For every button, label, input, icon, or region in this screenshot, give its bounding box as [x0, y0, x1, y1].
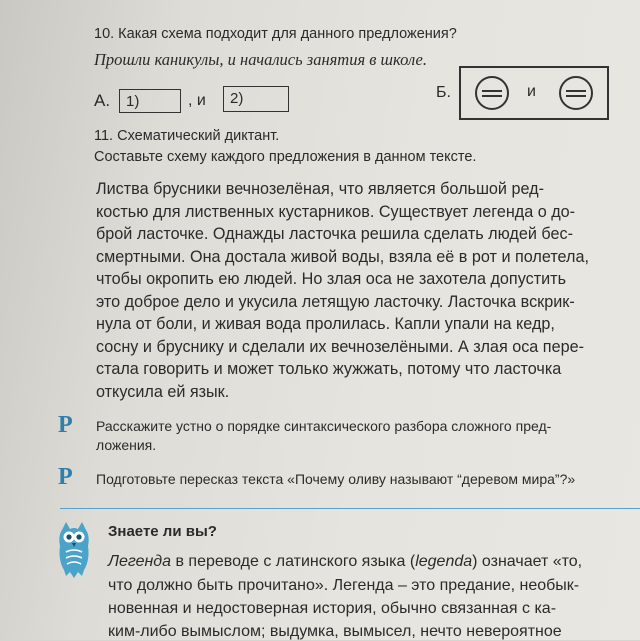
exercise-11-instruction: Составьте схему каждого предложения в данном тексте. [94, 149, 477, 165]
speech-task-marker: Р [58, 412, 73, 438]
option-b-scheme-frame [459, 66, 609, 120]
passage-line: смертными. Она достала живой воды, взяла её в рот и полетела, [96, 247, 589, 266]
term-legenda-ru: Легенда [108, 553, 172, 570]
task-1-line-2: ложения. [96, 437, 157, 453]
passage-line: сосну и бруснику и сделали их вечнозелёными. А злая оса пере- [96, 337, 584, 356]
did-you-know-heading: Знаете ли вы? [108, 523, 217, 540]
did-you-know-line-1: Легенда в переводе с латинского языка (legenda) означает «то, [108, 553, 583, 570]
did-you-know-line-3: новенная и недостоверная история, обычно связанная с ка- [108, 600, 557, 617]
exercise-10-question: 10. Какая схема подходит для данного предложения? [94, 26, 457, 42]
option-b-label: Б. [436, 84, 451, 101]
exercise-11-title: 11. Схематический диктант. [94, 128, 280, 144]
option-b-circle-1 [475, 76, 509, 110]
legend-passage [96, 178, 636, 403]
section-divider [60, 508, 640, 509]
task-2-line-1: Подготовьте пересказ текста «Почему оливу называют “деревом мира”?» [96, 471, 576, 487]
option-a-label: А. [94, 91, 111, 110]
option-b-circle-2 [559, 76, 593, 110]
term-legenda-latin: legenda [415, 553, 473, 570]
passage-line: Листва брусники вечнозелёная, что является большой ред- [96, 180, 544, 198]
passage-line: брой ласточке. Однажды ласточка решила сделать людей бес- [96, 225, 573, 243]
speech-task-marker: Р [58, 464, 73, 490]
did-you-know-line-4: ким-либо вымыслом; выдумка, вымысел, нечто невероятное [108, 623, 562, 640]
option-a-scheme-box-1: 1) [119, 89, 181, 113]
task-1-line-1: Расскажите устно о порядке синтаксического разбора сложного пред- [96, 418, 552, 434]
option-b-conjunction: и [527, 83, 536, 100]
passage-line: откусила ей язык. [96, 382, 230, 401]
option-a-scheme-box-2: 2) [223, 86, 289, 112]
passage-line: чтобы окропить ею людей. Но злая оса не захотела допустить [96, 270, 566, 288]
passage-line: костью для лиственных кустарников. Существует легенда о до- [96, 202, 576, 221]
passage-line: нула от боли, и живая вода пролилась. Капли упали на кедр, [96, 315, 555, 333]
did-you-know-line-2: что должно быть прочитано». Легенда – это предание, необык- [108, 577, 580, 594]
passage-line: это доброе дело и укусила летящую ласточку. Ласточка вскрик- [96, 292, 575, 311]
passage-line: стала говорить и может только жужжать, потому что ласточка [96, 360, 562, 378]
exercise-10-sentence: Прошли каникулы, и начались занятия в школе. [94, 50, 427, 69]
owl-icon [56, 520, 92, 582]
option-a-conjunction: , и [188, 92, 206, 109]
